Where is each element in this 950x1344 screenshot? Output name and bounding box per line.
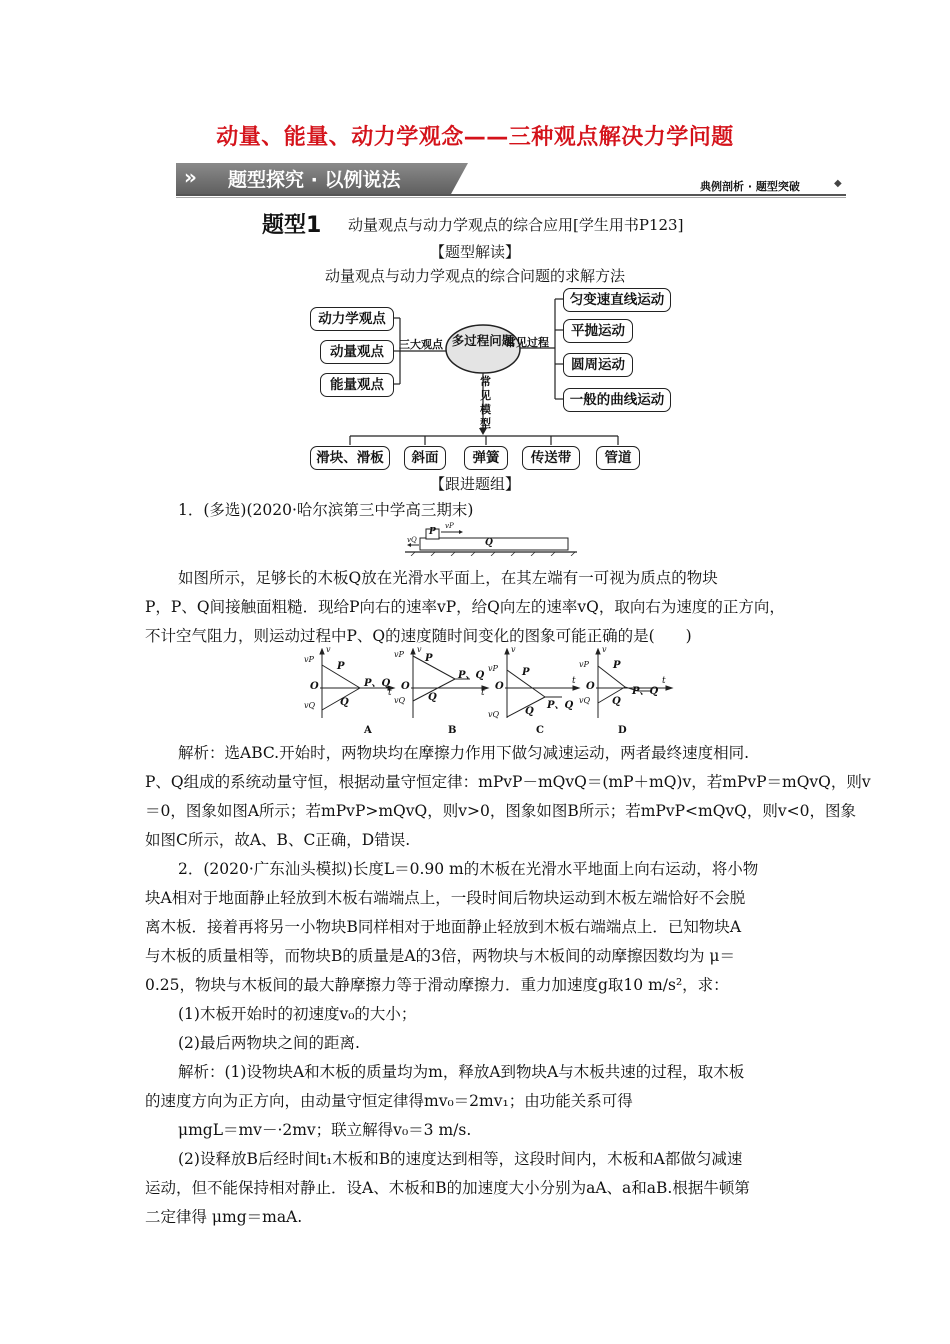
graph-c-pq: P、Q (547, 700, 574, 711)
q2-sub-2: (2)最后两物块之间的距离. (178, 1034, 360, 1052)
concept-diagram (300, 290, 680, 475)
diamond-icon: ◆ (834, 178, 842, 189)
q2-line-3: 离木板．接着再将另一小物块B同样相对于地面静止轻放到木板右端端点上．已知物块A (145, 918, 742, 936)
graph-d-q: Q (612, 696, 621, 707)
q2-sol-2: 的速度方向为正方向，由动量守恒定律得mv₀＝2mv₁；由功能关系可得 (145, 1092, 633, 1110)
graph-d-v: v (602, 645, 607, 654)
q1-solution-2: P、Q组成的系统动量守恒，根据动量守恒定律：mPvP－mQvQ＝(mP＋mQ)v，若mPvP＝mQvQ，则v (145, 773, 871, 791)
graph-a-vp: vP (304, 655, 314, 664)
box-slider: 滑块、滑板 (310, 446, 390, 470)
graph-b-vq: vQ (394, 696, 406, 705)
section-sub: 动量观点与动力学观点的综合应用[学生用书P123] (348, 216, 684, 234)
graph-c-o: O (495, 681, 504, 692)
q2-line-4: 与木板的质量相等，而物块B的质量是A的3倍，两物块与木板间的动摩擦因数均为 μ＝ (145, 947, 735, 965)
box-curved: 一般的曲线运动 (563, 388, 671, 412)
graph-b-vp: vP (394, 650, 404, 659)
graph-d-pq: P、Q (632, 686, 659, 697)
graph-b-q: Q (428, 692, 437, 703)
label-common-model: 常见模型 (480, 375, 491, 430)
box-spring: 弹簧 (464, 446, 508, 470)
graph-b-pq: P、Q (458, 670, 485, 681)
box-circular: 圆周运动 (563, 353, 633, 377)
center-problem: 多过程问题 (451, 333, 515, 348)
graph-c-letter: C (536, 725, 544, 736)
graph-b-t: t (481, 688, 485, 698)
section-head: 题型1 (262, 213, 322, 238)
box-projectile: 平抛运动 (563, 319, 633, 343)
box-conveyor: 传送带 (522, 446, 580, 470)
box-dynamics: 动力学观点 (310, 307, 394, 331)
fig-label-q: Q (485, 538, 493, 548)
fig-label-vp: vP (445, 522, 454, 530)
box-energy: 能量观点 (320, 373, 394, 397)
q1-header: 1．(多选)(2020·哈尔滨第三中学高三期末) (178, 501, 474, 519)
q2-line-2: 块A相对于地面静止轻放到木板右端端点上，一段时间后物块运动到木板左端恰好不会脱 (145, 889, 746, 907)
box-pipe: 管道 (596, 446, 640, 470)
graph-c-vp: vP (488, 664, 498, 673)
graph-d-vq: vQ (579, 696, 591, 705)
q2-line-1: 2．(2020·广东汕头模拟)长度L＝0.90 m的木板在光滑水平地面上向右运动，将小物 (178, 860, 759, 878)
box-uniform-accel: 匀变速直线运动 (563, 288, 671, 312)
q1-solution-4: 如图C所示，故A、B、C正确，D错误. (145, 831, 411, 849)
graph-c-t: t (572, 676, 576, 686)
graph-c-p: P (522, 667, 530, 678)
q2-sub-1: (1)木板开始时的初速度v₀的大小； (178, 1005, 417, 1023)
q2-sol-1: 解析：(1)设物块A和木板的质量均为m，释放A到物块A与木板共速的过程，取木板 (178, 1063, 745, 1081)
chevron-right-icon: » (184, 165, 191, 189)
banner-rule (176, 194, 846, 196)
box-slope: 斜面 (404, 446, 446, 470)
q1-solution-3: ＝0，图象如图A所示；若mPvP>mQvQ，则v>0，图象如图B所示；若mPvP<mQvQ，则v<0，图象 (145, 802, 856, 820)
fig-label-p: P (429, 527, 436, 537)
q1-graphs (300, 645, 680, 740)
banner-rule-thin (176, 197, 846, 198)
graph-b-v: v (417, 645, 422, 654)
graph-b-p: P (425, 653, 433, 664)
q1-solution-1: 解析：选ABC.开始时，两物块均在摩擦力作用下做匀减速运动，两者最终速度相同. (178, 744, 750, 762)
graph-a-v: v (326, 645, 331, 654)
label-three-views: 三大观点 (399, 338, 443, 351)
interpret-label: 【题型解读】 (429, 243, 520, 261)
q2-sol-3: μmgL＝mv－·2mv；联立解得v₀＝3 m/s. (178, 1121, 472, 1139)
graph-a-o: O (310, 681, 319, 692)
banner-right-text: 典例剖析 · 题型突破 (700, 180, 800, 193)
graph-a-vq: vQ (304, 701, 316, 710)
box-momentum: 动量观点 (320, 340, 394, 364)
q2-sol-4: (2)设释放B后经时间t₁木板和B的速度达到相等，这段时间内，木板和A都做匀减速 (178, 1150, 743, 1168)
graph-a-letter: A (364, 725, 372, 736)
label-common-process: 常见过程 (505, 336, 549, 349)
q2-line-5: 0.25，物块与木板间的最大静摩擦力等于滑动摩擦力．重力加速度g取10 m/s²，求： (145, 976, 729, 994)
diagram-caption: 动量观点与动力学观点的综合问题的求解方法 (324, 267, 625, 285)
fig-label-vq: vQ (407, 536, 417, 544)
graph-b-o: O (401, 681, 410, 692)
graph-d-letter: D (618, 725, 627, 736)
graph-c-q: Q (525, 706, 534, 717)
graph-a-t: t (388, 688, 392, 698)
follow-label: 【跟进题组】 (429, 475, 520, 493)
graph-a-pq: P、Q (364, 678, 391, 689)
graph-c-vq: vQ (488, 710, 500, 719)
graph-b-letter: B (448, 725, 457, 736)
graph-d-vp: vP (579, 660, 589, 669)
page-title: 动量、能量、动力学观念——三种观点解决力学问题 (216, 125, 734, 150)
q2-sol-5: 运动，但不能保持相对静止．设A、木板和B的加速度大小分别为aA、a和aB.根据牛顿第 (145, 1179, 750, 1197)
q1-line-1: 如图所示，足够长的木板Q放在光滑水平面上，在其左端有一可视为质点的物块 (178, 569, 718, 587)
banner-text: 题型探究 · 以例说法 (228, 169, 401, 191)
graph-c-v: v (511, 645, 516, 654)
graph-d-o: O (586, 681, 595, 692)
q1-line-3: 不计空气阻力，则运动过程中P、Q的速度随时间变化的图象可能正确的是( ) (145, 627, 692, 645)
q2-sol-6: 二定律得 μmg＝maA. (145, 1208, 303, 1226)
q1-figure (405, 522, 577, 556)
graph-d-t: t (662, 676, 666, 686)
graph-a-q: Q (340, 697, 349, 708)
graph-a-p: P (337, 661, 345, 672)
q1-line-2: P，P、Q间接触面粗糙．现给P向右的速率vP，给Q向左的速率vQ，取向右为速度的正方向， (145, 598, 785, 616)
graph-d-p: P (613, 660, 621, 671)
